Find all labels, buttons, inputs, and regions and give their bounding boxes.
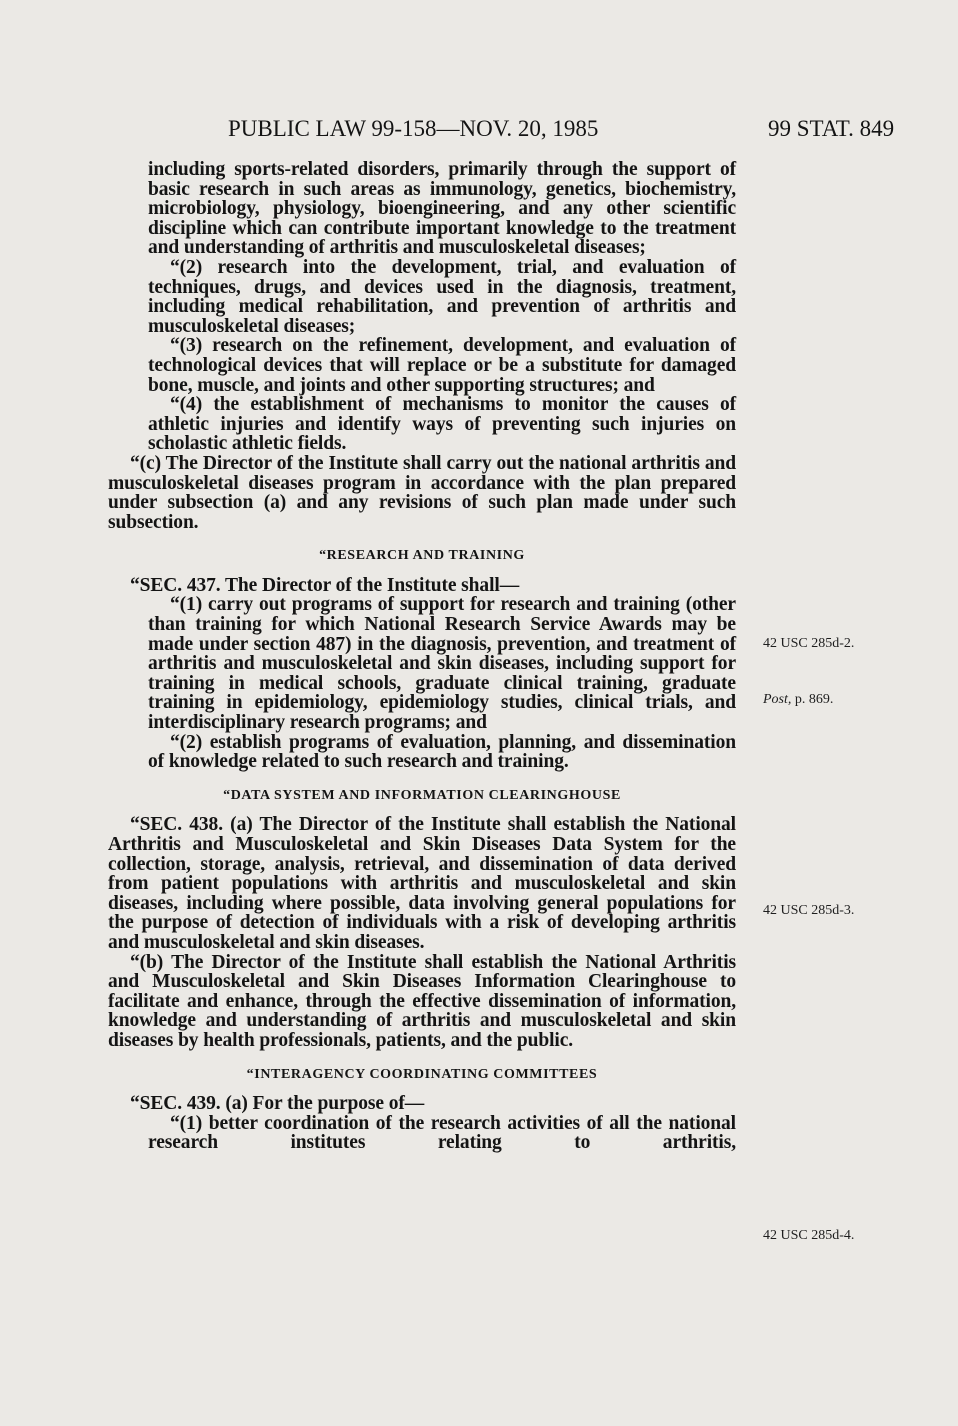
paragraph-subsection-c: “(c) The Director of the Institute shall carry out the national arthritis and musculoskeletal diseases program in accordance with the plan prepared under subsection (a) and any revisions of such plan made under such subsection. [108,452,736,533]
section-438-a: “SEC. 438. (a) The Director of the Institute shall establish the National Arthritis and Musculoskeletal and Skin Diseases Data System for the collection, storage, analysis, retrieval, and dissemination of data derived from patient populations with arthritis and musculoskeletal and skin diseases, including where possible, data involving general populations for the purpose of detection of individuals with a risk of developing arthritis and musculoskeletal and skin diseases. [108,814,736,953]
paragraph-item-3: “(3) research on the refinement, development, and evaluation of technological devices that will replace or be a substitute for damaged bone, muscle, and joints and other supporting structures; and [148,335,736,396]
margin-note-citation: 42 USC 285d-3. [763,903,855,918]
margin-note-citation: 42 USC 285d-2. [763,636,855,651]
section-heading-data-system: “DATA SYSTEM AND INFORMATION CLEARINGHOUSE [223,787,621,803]
margin-note-citation: 42 USC 285d-4. [763,1228,855,1243]
section-439-intro: “SEC. 439. (a) For the purpose of— [130,1093,425,1115]
margin-note-page: p. 869. [791,692,834,707]
section-437-intro: “SEC. 437. The Director of the Institute shall— [130,574,520,596]
section-439-item-1: “(1) better coordination of the research activities of all the national research institutes relating to arthritis, [148,1112,736,1154]
section-437-item-1: “(1) carry out programs of support for research and training (other than training for which National Research Service Awards may be made under section 487) in the diagnosis, prevention, and treatment of arthritis and musculoskeletal and skin diseases, including support for training in medical schools, graduate clinical training, graduate training in epidemiology, epidemiology studies, clinical trials, and interdisciplinary research programs; and [148,594,736,734]
paragraph-item-2: “(2) research into the development, trial, and evaluation of techniques, drugs, and devices used in the diagnosis, treatment, including medical rehabilitation, and prevention of arthritis and musculoskeletal diseases; [148,256,736,337]
section-heading-interagency: “INTERAGENCY COORDINATING COMMITTEES [246,1066,598,1082]
page-number-header: 99 STAT. 849 [768,116,895,141]
margin-note-cross-reference [763,692,833,708]
section-437-item-2: “(2) establish programs of evaluation, planning, and dissemination of knowledge related to such research and training. [148,731,736,773]
paragraph-item-4: “(4) the establishment of mechanisms to monitor the causes of athletic injuries and identify ways of preventing such injuries on scholastic athletic fields. [148,394,736,455]
margin-note-italic: Post, [763,692,792,707]
paragraph-continuation: including sports-related disorders, primarily through the support of basic research in such areas as immunology, genetics, biochemistry, microbiology, physiology, bioengineering, and any other scientific discipline which can contribute important knowledge to the treatment and understanding of arthritis and musculoskeletal diseases; [148,159,736,259]
section-heading-research-training: “RESEARCH AND TRAINING [319,548,525,564]
body-text [108,160,736,1153]
running-header-left: PUBLIC LAW 99-158—NOV. 20, 1985 [228,116,599,141]
section-438-b: “(b) The Director of the Institute shall establish the National Arthritis and Musculoskeletal and Skin Diseases Information Clearinghouse to facilitate and enhance, through the effective dissemination of information, knowledge and understanding of arthritis and musculoskeletal and skin diseases by health professionals, patients, and the public. [108,951,736,1051]
